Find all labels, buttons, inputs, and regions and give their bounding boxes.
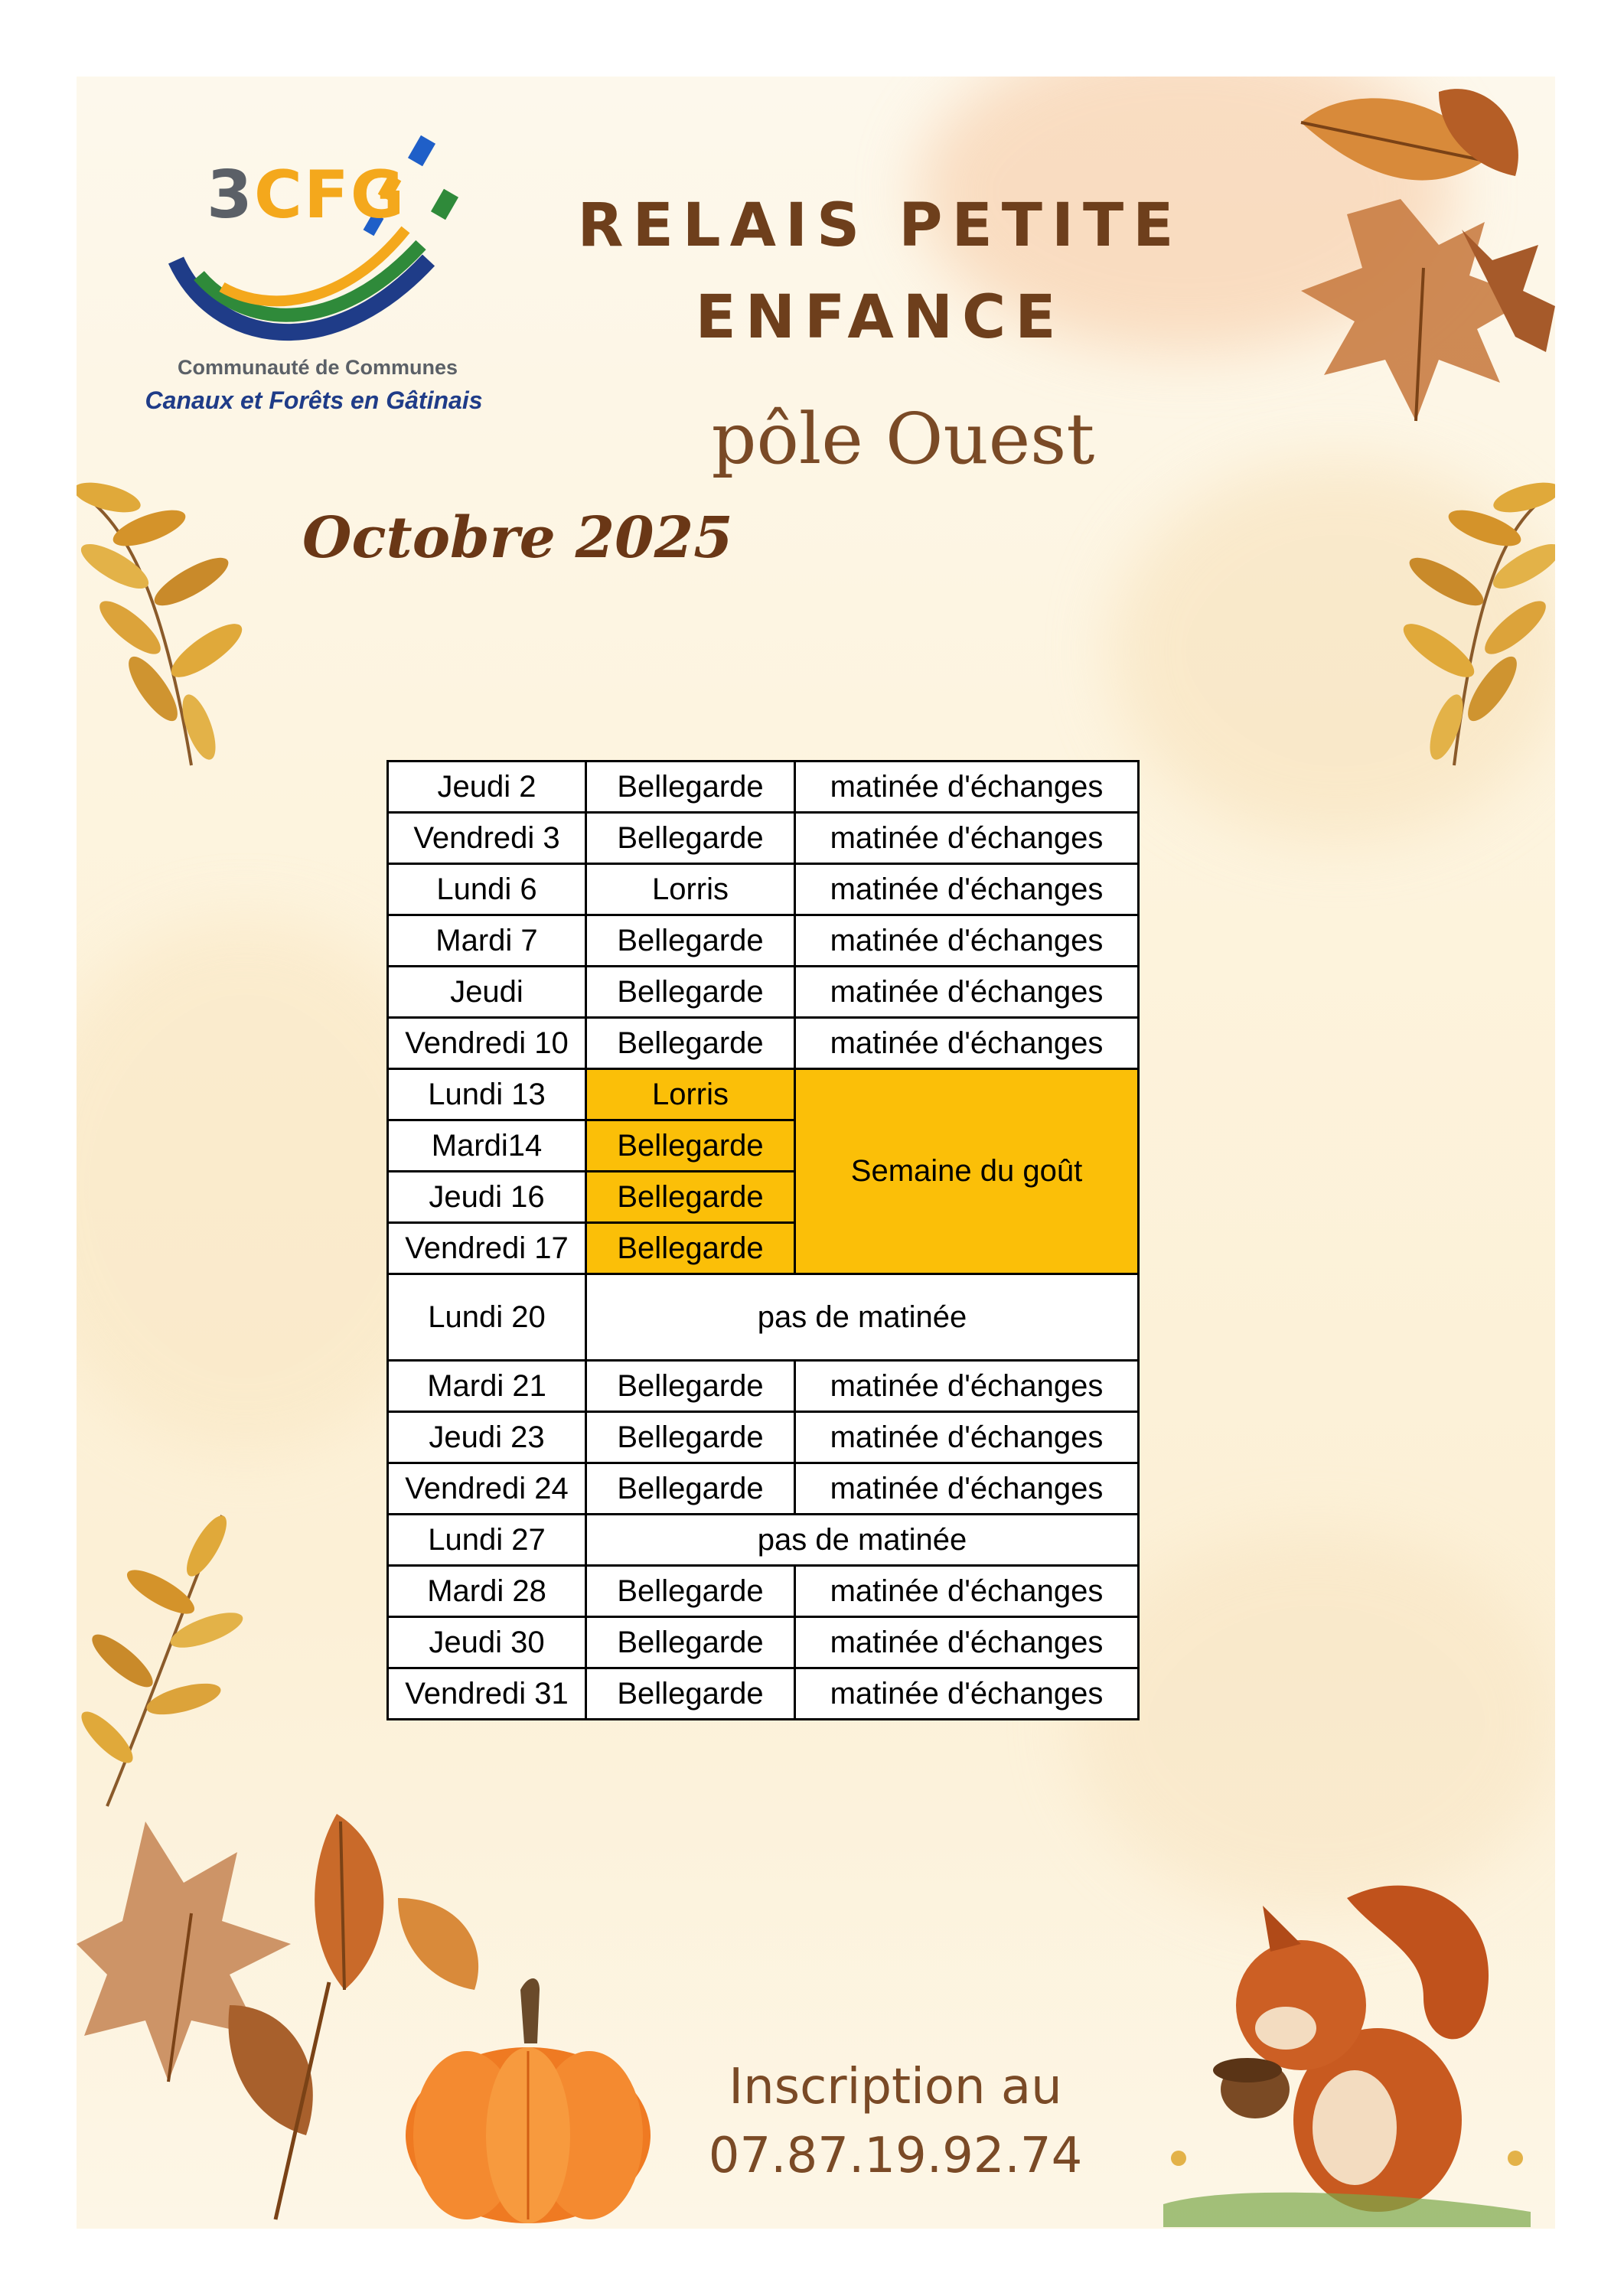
activity-cell: matinée d'échanges [795, 813, 1139, 864]
day-cell: Jeudi 2 [388, 762, 586, 813]
place-cell: Bellegarde [586, 1463, 795, 1515]
day-cell: Mardi 28 [388, 1566, 586, 1617]
place-cell: Bellegarde [586, 967, 795, 1018]
table-row [388, 762, 1139, 813]
schedule-table [386, 760, 1140, 1720]
day-cell: Lundi 6 [388, 864, 586, 915]
no-session-cell: pas de matinée [586, 1515, 1139, 1566]
logo-letters: CFG [253, 157, 406, 233]
month-label: Octobre 2025 [302, 505, 733, 571]
table-row [388, 1463, 1139, 1515]
day-cell: Vendredi 24 [388, 1463, 586, 1515]
table-row [388, 813, 1139, 864]
day-cell: Lundi 27 [388, 1515, 586, 1566]
place-cell-highlighted: Bellegarde [586, 1172, 795, 1223]
logo-wordmark [207, 157, 406, 233]
page-subtitle: pôle Ouest [711, 398, 1095, 480]
day-cell: Jeudi 30 [388, 1617, 586, 1668]
logo-community-name: Canaux et Forêts en Gâtinais [145, 386, 483, 414]
page-title-line-2: ENFANCE [695, 283, 1065, 352]
day-cell: Jeudi 23 [388, 1412, 586, 1463]
day-cell: Lundi 20 [388, 1274, 586, 1361]
table-row [388, 1361, 1139, 1412]
place-cell: Bellegarde [586, 1668, 795, 1720]
place-cell: Bellegarde [586, 762, 795, 813]
day-cell: Vendredi 3 [388, 813, 586, 864]
place-cell: Bellegarde [586, 1566, 795, 1617]
activity-cell: matinée d'échanges [795, 864, 1139, 915]
maple-leaves-illustration [1209, 77, 1555, 459]
logo-community-label: Communauté de Communes [177, 356, 458, 379]
day-cell: Jeudi [388, 967, 586, 1018]
place-cell: Bellegarde [586, 1412, 795, 1463]
activity-cell: matinée d'échanges [795, 1463, 1139, 1515]
place-cell: Lorris [586, 864, 795, 915]
fern-leaves-illustration [1385, 475, 1555, 781]
fern-leaves-illustration [77, 475, 260, 781]
special-week-cell: Semaine du goût [795, 1069, 1139, 1274]
no-session-cell: pas de matinée [586, 1274, 1139, 1361]
day-cell: Mardi 7 [388, 915, 586, 967]
table-row [388, 1412, 1139, 1463]
place-cell: Bellegarde [586, 813, 795, 864]
place-cell: Bellegarde [586, 915, 795, 967]
activity-cell: matinée d'échanges [795, 1018, 1139, 1069]
table-row [388, 1617, 1139, 1668]
place-cell-highlighted: Bellegarde [586, 1120, 795, 1172]
logo-digit: 3 [207, 157, 254, 233]
activity-cell: matinée d'échanges [795, 762, 1139, 813]
table-row [388, 1274, 1139, 1361]
table-row [388, 915, 1139, 967]
fern-leaves-illustration [77, 1508, 245, 1814]
activity-cell: matinée d'échanges [795, 1361, 1139, 1412]
place-cell: Bellegarde [586, 1617, 795, 1668]
table-row [388, 1566, 1139, 1617]
activity-cell: matinée d'échanges [795, 1617, 1139, 1668]
table-row [388, 1668, 1139, 1720]
table-row [388, 1018, 1139, 1069]
day-cell: Lundi 13 [388, 1069, 586, 1120]
place-cell: Bellegarde [586, 1361, 795, 1412]
flyer-page [77, 77, 1555, 2229]
phone-number[interactable]: 07.87.19.92.74 [708, 2128, 1083, 2184]
day-cell: Vendredi 17 [388, 1223, 586, 1274]
day-cell: Vendredi 31 [388, 1668, 586, 1720]
place-cell: Bellegarde [586, 1018, 795, 1069]
activity-cell: matinée d'échanges [795, 915, 1139, 967]
activity-cell: matinée d'échanges [795, 1566, 1139, 1617]
squirrel-illustration [1148, 1867, 1546, 2227]
day-cell: Jeudi 16 [388, 1172, 586, 1223]
watercolor-wash [1071, 1531, 1555, 1913]
day-cell: Vendredi 10 [388, 1018, 586, 1069]
pumpkin-illustration [398, 1975, 658, 2227]
registration-label: Inscription au [729, 2059, 1062, 2115]
day-cell: Mardi 21 [388, 1361, 586, 1412]
table-row [388, 864, 1139, 915]
activity-cell: matinée d'échanges [795, 1668, 1139, 1720]
page-title-line-1: RELAIS PETITE [577, 191, 1183, 260]
place-cell-highlighted: Lorris [586, 1069, 795, 1120]
place-cell-highlighted: Bellegarde [586, 1223, 795, 1274]
table-row [388, 967, 1139, 1018]
table-row [388, 1069, 1139, 1120]
activity-cell: matinée d'échanges [795, 967, 1139, 1018]
table-row [388, 1515, 1139, 1566]
day-cell: Mardi14 [388, 1120, 586, 1172]
activity-cell: matinée d'échanges [795, 1412, 1139, 1463]
